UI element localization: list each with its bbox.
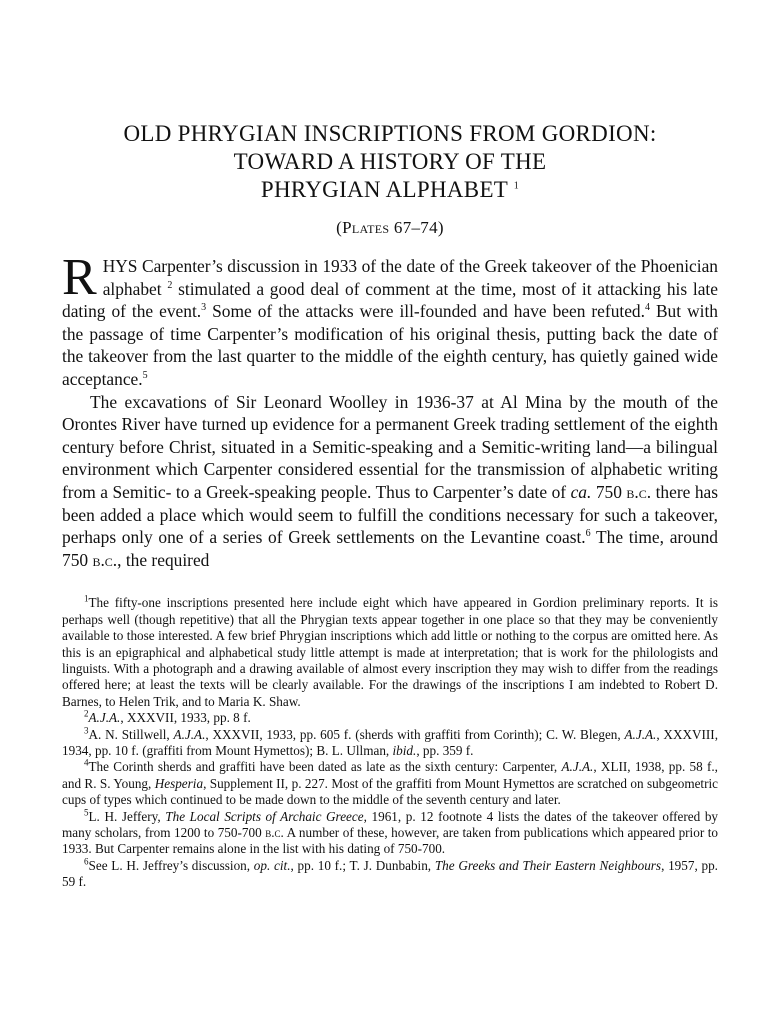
footnote-1 <box>62 595 718 710</box>
footnote-2-journal: A.J.A. <box>88 710 121 726</box>
footnote-4-number: 4 <box>84 757 89 768</box>
footnote-6-text-b: , pp. 10 f.; T. J. Dunbabin, <box>290 857 435 873</box>
body-text <box>62 249 719 571</box>
article-title <box>62 120 718 204</box>
footnote-ref-5[interactable]: 5 <box>142 370 148 382</box>
footnote-ref-6[interactable]: 6 <box>585 528 591 540</box>
footnote-6-number: 6 <box>84 856 89 867</box>
plates-reference: (Plates 67–74) <box>336 218 444 237</box>
footnote-5-text-c: A number of these, however, are taken from publications which appeared prior to 1933. But Carpenter remains alone in the list with his dating of 750-700. <box>62 825 718 857</box>
title-line-2: TOWARD A HISTORY OF THE <box>233 149 547 174</box>
footnote-6-opcit: op. cit. <box>253 857 291 873</box>
footnotes <box>62 595 718 890</box>
p2-text-5: , the required <box>117 549 210 570</box>
footnote-3-text-a: A. N. Stillwell, <box>88 726 174 742</box>
footnote-4-text-a: The Corinth sherds and graffiti have been dated as late as the sixth century: Carpenter, <box>88 759 562 775</box>
footnote-3-text-d: , pp. 359 f. <box>416 742 474 758</box>
footnote-2 <box>62 710 718 726</box>
footnote-6-text-c: , 1957, pp. 59 f. <box>62 857 718 890</box>
footnote-4-hesperia: Hesperia <box>154 775 204 791</box>
footnote-ref-4[interactable]: 4 <box>644 302 650 314</box>
paragraph-2 <box>62 391 718 572</box>
footnote-2-number: 2 <box>84 708 89 719</box>
footnote-3-journal-a: A.J.A. <box>173 726 206 742</box>
footnote-5-book: The Local Scripts of Archaic Greece <box>165 808 364 824</box>
footnote-6-book: The Greeks and Their Eastern Neighbours <box>434 857 662 873</box>
footnote-1-text: The fifty-one inscriptions presented here include eight which have appeared in Gordion preliminary reports. It is perhaps well (though repetitive) that all the Phrygian texts appear together in one place so that they may be conveniently available to those interested. A few brief Phrygian inscriptions which add little or nothing to the corpus are omitted here. As this is an epigraphical and alphabetical study little attempt is made at interpretation; that is work for the philologists and linguists. With a photograph and a drawing available of almost every inscription they may wish to differ from the readings offered here; at least the texts will be clearly available. For the drawings of the inscriptions I am indebted to Robert D. Barnes, to Helen Trik, and to Maria K. Shaw. <box>62 595 718 709</box>
drop-cap: R <box>62 249 97 306</box>
p2-text-2: 750 <box>591 481 627 502</box>
footnote-2-text: , XXXVII, 1933, pp. 8 f. <box>120 710 251 726</box>
footnote-ref-2[interactable]: 2 <box>167 279 173 291</box>
footnote-6 <box>62 858 718 891</box>
p1-text-2: stimulated a good deal of comment at the time, most of it attacking his late dating of the event. <box>62 278 718 322</box>
footnote-4 <box>62 759 718 808</box>
footnote-ref-3[interactable]: 3 <box>201 302 207 314</box>
footnote-4-text-b: , XLII, 1938, pp. 58 f., and R. S. Young, <box>62 759 718 791</box>
footnote-3-text-c: , XXXVIII, 1934, pp. 10 f. (graffiti from Mount Hymettos); B. L. Ullman, <box>62 726 718 758</box>
paragraph-1 <box>62 249 718 391</box>
page <box>62 0 718 891</box>
p2-bc-1: b.c. <box>626 481 652 502</box>
title-line-3 <box>62 176 718 204</box>
footnote-5-number: 5 <box>84 807 89 818</box>
footnote-3 <box>62 727 718 760</box>
footnote-5-text-b: , 1961, p. 12 footnote 4 lists the dates of the takeover offered by many scholars, from 1200 to 750-700 <box>62 808 719 840</box>
p2-text-1: The excavations of Sir Leonard Woolley in 1936-37 at Al Mina by the mouth of the Orontes River have turned up evidence for a permanent Greek trading settlement of the eighth century before Christ, situated in a Semitic-speaking and a Semitic-writing land—a bilingual environment which Carpenter considered essential for the transmission of alphabetic writing from a Semitic- to a Greek-speaking people. Thus to Carpenter’s date of <box>62 391 718 502</box>
title-line-3-text: PHRYGIAN ALPHABET <box>260 177 508 202</box>
title-line-1: OLD PHRYGIAN INSCRIPTIONS FROM GORDION: <box>123 121 657 146</box>
footnote-3-text-b: , XXXVII, 1933, pp. 605 f. (sherds with graffiti from Corinth); C. W. Blegen, <box>205 726 625 742</box>
p2-text-3: there has been added a place which would seem to fulfill the conditions necessary for such a takeover, perhaps only one of a series of Greek settlements on the Levantine coast. <box>62 481 719 548</box>
title-footnote-marker[interactable]: 1 <box>513 180 520 192</box>
footnote-5-bc: b.c. <box>265 825 284 840</box>
footnote-1-number: 1 <box>84 593 89 604</box>
footnote-3-ibid: ibid. <box>392 742 417 758</box>
footnote-4-journal: A.J.A. <box>561 759 594 775</box>
footnote-5 <box>62 809 718 858</box>
p1-text-4: But with the passage of time Carpenter’s modification of his original thesis, putting back the date of the takeover from the last quarter to the middle of the eighth century, has quietly gained wide acceptance. <box>62 301 718 389</box>
footnote-3-journal-b: A.J.A. <box>624 726 657 742</box>
footnote-4-text-c: , Supplement II, p. 227. Most of the graffiti from Mount Hymettos are scratched on subgeometric cups of types which continued to be made down to the middle of the seventh century and later. <box>62 775 718 808</box>
p1-text-3: Some of the attacks were ill-founded and have been refuted. <box>206 301 645 322</box>
p2-italic-ca: ca. <box>570 481 592 502</box>
p1-text-1: HYS Carpenter’s discussion in 1933 of the date of the Greek takeover of the Phoenician alphabet <box>102 256 718 299</box>
p2-bc-2: b.c. <box>92 549 118 570</box>
p2-text-4: The time, around 750 <box>62 527 718 570</box>
footnote-5-text-a: L. H. Jeffery, <box>88 808 166 824</box>
footnote-3-number: 3 <box>84 725 89 736</box>
footnote-6-text-a: See L. H. Jeffrey’s discussion, <box>88 857 254 873</box>
